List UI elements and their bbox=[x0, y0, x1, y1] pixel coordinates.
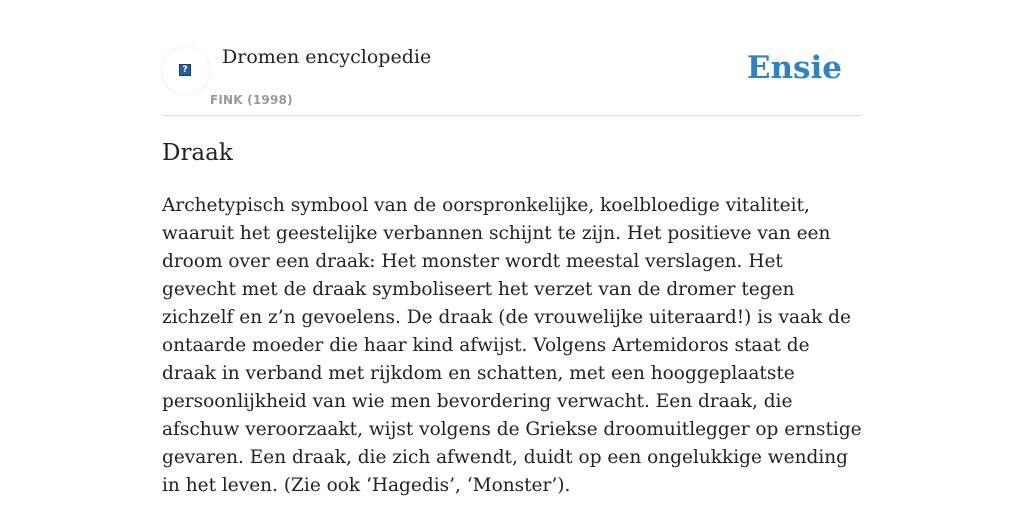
source-header bbox=[162, 40, 862, 116]
entry-body: Archetypisch symbool van de oorspronkelijke, koelbloedige vitaliteit, waaruit het geestelijke verbannen schijnt te zijn. Het positieve van een droom over een draak: Het monster wordt meestal verslagen. Het gevecht met de draak symboliseert het verzet van de dromer tegen zichzelf en z’n gevoelens. De draak (de vrouwelijke uiteraard!) is vaak de ontaarde moeder die haar kind afwijst. Volgens Artemidoros staat de draak in verband met rijkdom en schatten, met een hooggeplaatste persoonlijkheid van wie men bevordering verwacht. Een draak, die afschuw veroorzaakt, wijst volgens de Griekse droomuitlegger op ernstige gevaren. Een draak, die zich afwendt, duidt op een ongelukkige wending in het leven. (Zie ook ‘Hagedis’, ‘Monster’). bbox=[162, 195, 862, 496]
brand-logo[interactable]: Ensie bbox=[746, 50, 842, 86]
source-logo[interactable] bbox=[162, 47, 210, 95]
entry-title: Draak bbox=[162, 140, 233, 166]
question-mark-icon: ? bbox=[179, 64, 191, 76]
source-meta: FINK (1998) bbox=[210, 93, 293, 107]
source-title[interactable]: Dromen encyclopedie bbox=[222, 46, 432, 68]
